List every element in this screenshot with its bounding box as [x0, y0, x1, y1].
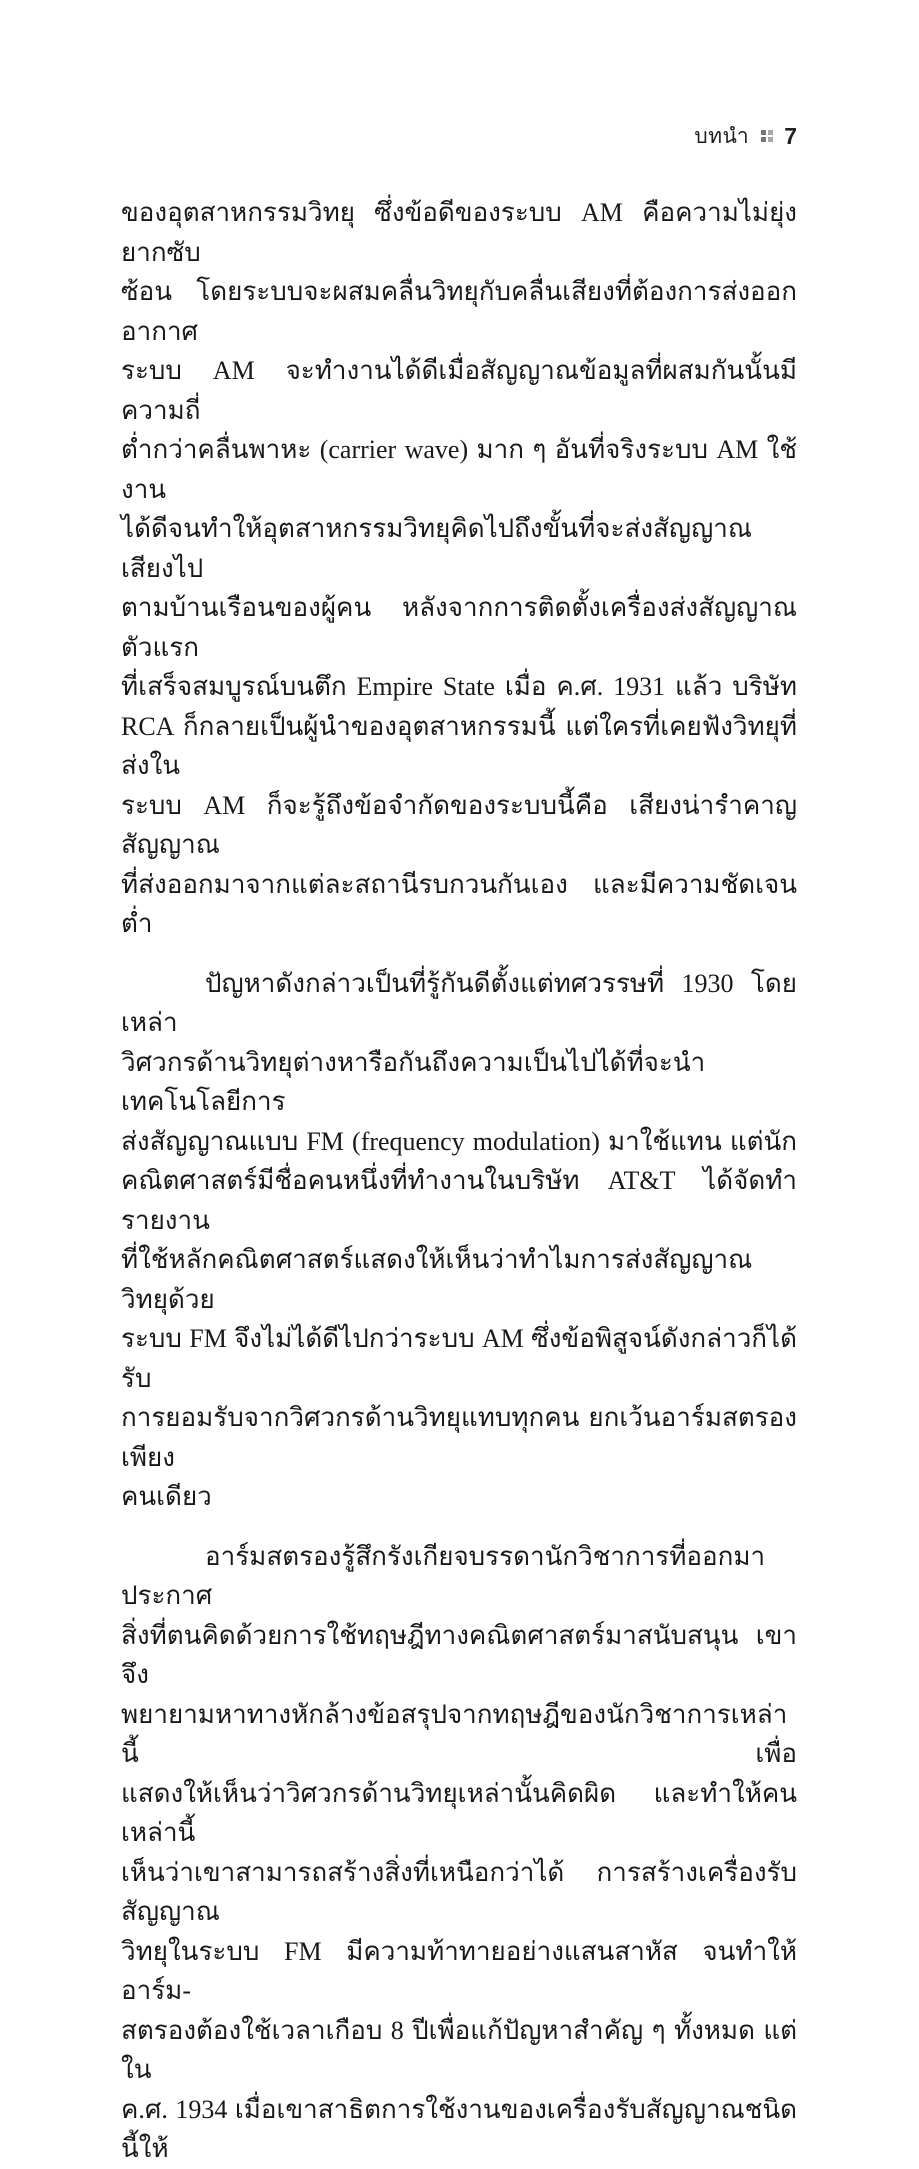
page-number: 7 [784, 122, 797, 149]
text-line: พยายามหาทางหักล้างข้อสรุปจากทฤษฎีของนักวิชาการเหล่านี้ เพื่อ [121, 1699, 797, 1768]
text-line: วิทยุในระบบ FM มีความท้าทายอย่างแสนสาหัส จนทำให้อาร์ม- [121, 1936, 797, 2005]
text-line: ระบบ AM ก็จะรู้ถึงข้อจำกัดของระบบนี้คือ เสียงน่ารำคาญ สัญญาณ [121, 790, 797, 859]
paragraph [121, 193, 797, 944]
square-dot [768, 130, 773, 135]
text-line: สิ่งที่ตนคิดด้วยการใช้ทฤษฎีทางคณิตศาสตร์มาสนับสนุน เขาจึง [121, 1620, 797, 1689]
text-line: ค.ศ. 1934 เมื่อเขาสาธิตการใช้งานของเครื่องรับสัญญาณชนิดนี้ให้ [121, 2094, 797, 2163]
text-column [121, 0, 797, 2169]
text-line: ตามบ้านเรือนของผู้คน หลังจากการติดตั้งเครื่องส่งสัญญาณตัวแรก [121, 593, 797, 662]
text-line: ปัญหาดังกล่าวเป็นที่รู้กันดีตั้งแต่ทศวรรษที่ 1930 โดยเหล่า [121, 968, 797, 1037]
text-line: อาร์มสตรองรู้สึกรังเกียจบรรดานักวิชาการที่ออกมาประกาศ [121, 1541, 766, 1610]
text-line: วิศวกรด้านวิทยุต่างหารือกันถึงความเป็นไปได้ที่จะนำเทคโนโลยีการ [121, 1047, 706, 1116]
paragraph [121, 964, 797, 1517]
running-header [121, 120, 797, 152]
text-line: ต่ำกว่าคลื่นพาหะ (carrier wave) มาก ๆ อันที่จริงระบบ AM ใช้งาน [121, 435, 797, 504]
text-line: ได้ดีจนทำให้อุตสาหกรรมวิทยุคิดไปถึงขั้นที่จะส่งสัญญาณเสียงไป [121, 514, 752, 583]
text-line: คณิตศาสตร์มีชื่อคนหนึ่งที่ทำงานในบริษัท AT&T ได้จัดทำรายงาน [121, 1166, 797, 1235]
square-dot [761, 137, 766, 142]
text-line: การยอมรับจากวิศวกรด้านวิทยุแทบทุกคน ยกเว้นอาร์มสตรองเพียง [121, 1403, 797, 1472]
paragraph [121, 1537, 797, 2169]
text-line: เห็นว่าเขาสามารถสร้างสิ่งที่เหนือกว่าได้ การสร้างเครื่องรับสัญญาณ [121, 1857, 797, 1926]
text-line: ระบบ FM จึงไม่ได้ดีไปกว่าระบบ AM ซึ่งข้อพิสูจน์ดังกล่าวก็ได้รับ [121, 1324, 797, 1393]
square-dot [768, 137, 773, 142]
text-line: ที่ส่งออกมาจากแต่ละสถานีรบกวนกันเอง และมีความชัดเจนต่ำ [121, 869, 797, 938]
text-line: RCA ก็กลายเป็นผู้นำของอุตสาหกรรมนี้ แต่ใครที่เคยฟังวิทยุที่ส่งใน [121, 711, 797, 780]
text-line: ที่ใช้หลักคณิตศาสตร์แสดงให้เห็นว่าทำไมการส่งสัญญาณวิทยุด้วย [121, 1245, 753, 1314]
text-line: ซ้อน โดยระบบจะผสมคลื่นวิทยุกับคลื่นเสียงที่ต้องการส่งออกอากาศ [121, 277, 797, 346]
text-line: ส่งสัญญาณแบบ FM (frequency modulation) มาใช้แทน แต่นัก [121, 1126, 797, 1156]
four-squares-icon [761, 130, 773, 142]
text-line: ระบบ AM จะทำงานได้ดีเมื่อสัญญาณข้อมูลที่ผสมกันนั้นมีความถี่ [121, 356, 797, 425]
square-dot [761, 130, 766, 135]
text-line: สตรองต้องใช้เวลาเกือบ 8 ปีเพื่อแก้ปัญหาสำคัญ ๆ ทั้งหมด แต่ใน [121, 2015, 797, 2084]
text-line: คนเดียว [121, 1482, 212, 1511]
chapter-title: บทนำ [694, 124, 750, 148]
text-line: ที่เสร็จสมบูรณ์บนตึก Empire State เมื่อ ค.ศ. 1931 แล้ว บริษัท [121, 672, 797, 701]
text-line: แสดงให้เห็นว่าวิศวกรด้านวิทยุเหล่านั้นคิดผิด และทำให้คนเหล่านี้ [121, 1778, 797, 1847]
text-line: ของอุตสาหกรรมวิทยุ ซึ่งข้อดีของระบบ AM คือความไม่ยุ่งยากซับ [121, 198, 797, 267]
body-text [121, 193, 797, 2169]
